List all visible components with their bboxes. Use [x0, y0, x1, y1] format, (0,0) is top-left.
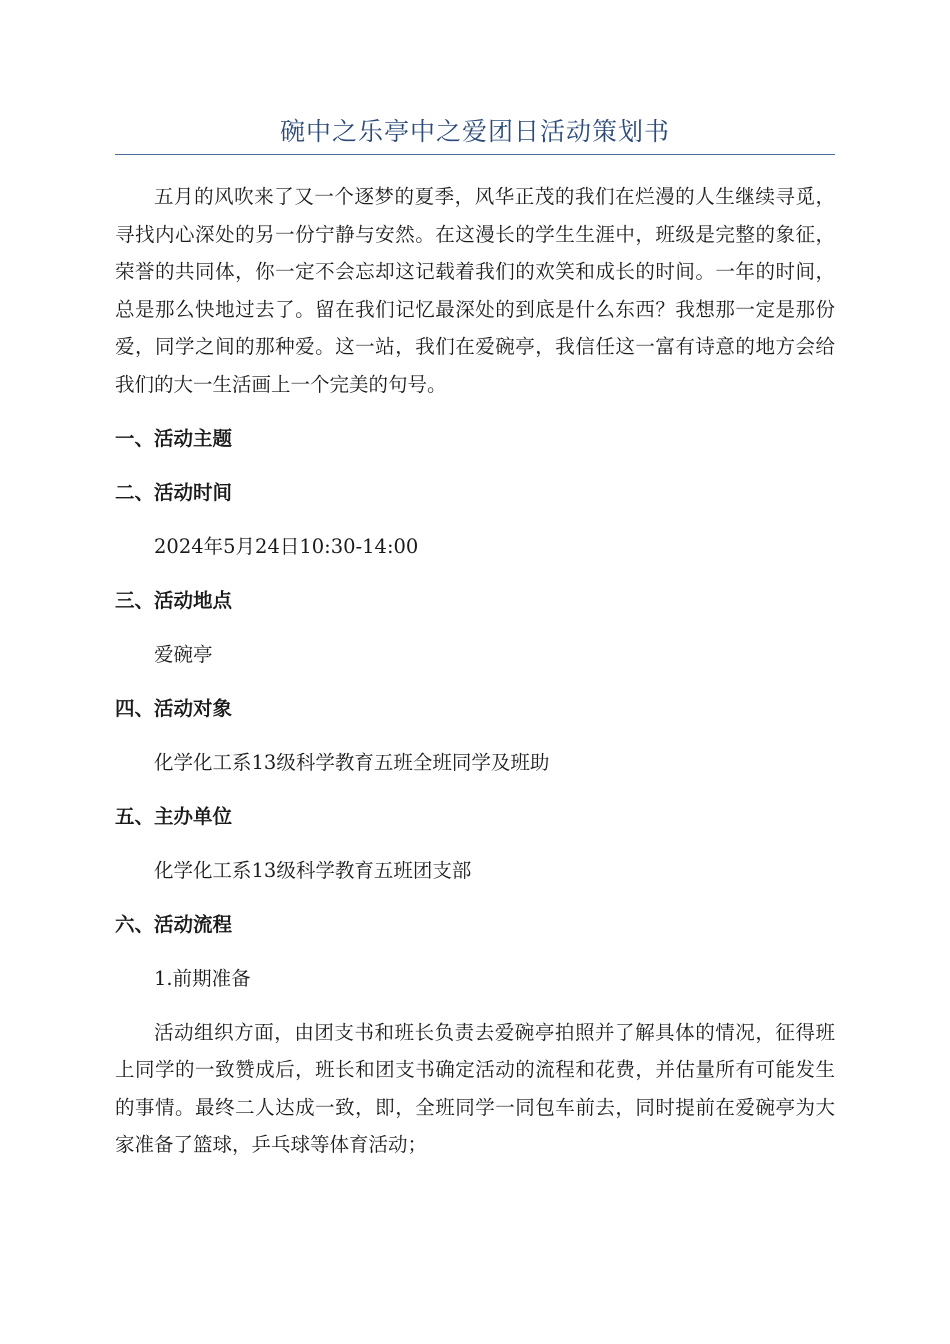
section-content-time: 2024年5月24日10:30-14:00	[154, 534, 419, 558]
title-underline	[115, 154, 835, 155]
section-heading-organizer: 五、主办单位	[115, 804, 233, 828]
section-heading-time: 二、活动时间	[115, 480, 233, 504]
preparation-paragraph: 活动组织方面，由团支书和班长负责去爱碗亭拍照并了解具体的情况，征得班上同学的一致赞成后，班长和团支书确定活动的流程和花费，并估量所有可能发生的事情。最终二人达成一致，即，全班同学一同包车前去，同时提前在爱碗亭为大家准备了篮球，乒乓球等体育活动；	[115, 1020, 835, 1156]
subsection-heading-preparation: 1.前期准备	[154, 966, 251, 990]
section-heading-process: 六、活动流程	[115, 912, 233, 936]
document-title: 碗中之乐亭中之爱团日活动策划书	[279, 117, 670, 146]
section-heading-location: 三、活动地点	[115, 588, 233, 612]
section-content-location: 爱碗亭	[154, 642, 213, 666]
document-page	[115, 110, 835, 1164]
section-content-audience: 化学化工系13级科学教育五班全班同学及班助	[154, 750, 550, 774]
section-heading-theme: 一、活动主题	[115, 426, 233, 450]
intro-paragraph: 五月的风吹来了又一个逐梦的夏季，风华正茂的我们在烂漫的人生继续寻觅，寻找内心深处的另一份宁静与安然。在这漫长的学生生涯中，班级是完整的象征，荣誉的共同体，你一定不会忘却这记载着我们的欢笑和成长的时间。一年的时间，总是那么快地过去了。留在我们记忆最深处的到底是什么东西？我想那一定是那份爱，同学之间的那种爱。这一站，我们在爱碗亭，我信任这一富有诗意的地方会给我们的大一生活画上一个完美的句号。	[115, 185, 835, 396]
section-heading-audience: 四、活动对象	[115, 696, 233, 720]
section-content-organizer: 化学化工系13级科学教育五班团支部	[154, 858, 472, 882]
